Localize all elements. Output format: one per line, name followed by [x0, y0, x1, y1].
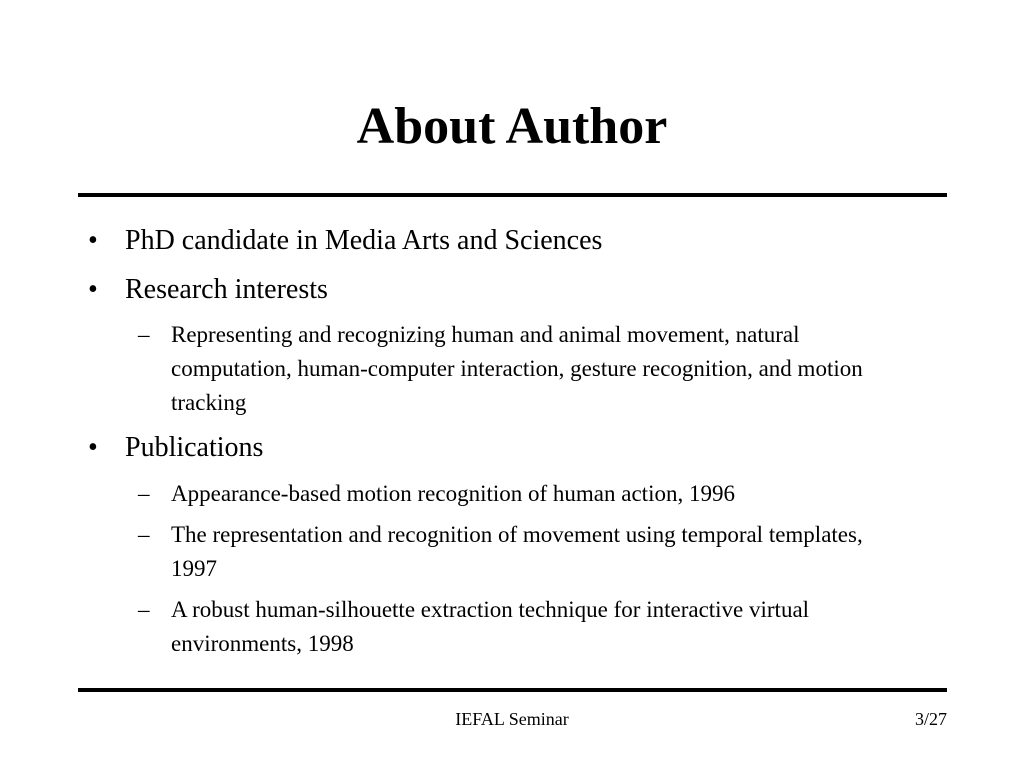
bullet-text: Research interests	[125, 274, 328, 305]
sub-bullet-text: The representation and recognition of movement using temporal templates, 1997	[171, 522, 863, 581]
sub-bullet-item	[138, 477, 918, 511]
sub-bullet-text: Appearance-based motion recognition of human action, 1996	[171, 481, 735, 506]
sub-bullet-marker: –	[138, 597, 150, 622]
footer-title: IEFAL Seminar	[455, 709, 569, 729]
bullet-text: Publications	[125, 432, 264, 463]
slide-title: About Author	[356, 98, 668, 155]
sub-bullet-marker: –	[138, 522, 150, 547]
sub-bullet-item	[138, 318, 918, 420]
bullet-marker: •	[88, 225, 98, 256]
title-divider	[78, 193, 947, 197]
sub-bullet-item	[138, 518, 918, 586]
sub-bullet-text: A robust human-silhouette extraction technique for interactive virtual environments, 1998	[171, 597, 810, 656]
page-number: 3/27	[914, 709, 947, 729]
sub-bullet-marker: –	[138, 322, 150, 347]
sub-bullet-text: Representing and recognizing human and animal movement, natural computation, human-computer interaction, gesture recognition, and motion tracking	[171, 322, 863, 415]
sub-bullet-item	[138, 593, 918, 661]
sub-bullet-marker: –	[138, 481, 150, 506]
bullet-marker: •	[88, 274, 98, 305]
footer-divider	[78, 688, 947, 692]
bullet-text: PhD candidate in Media Arts and Sciences	[125, 225, 603, 256]
bullet-marker: •	[88, 432, 98, 463]
